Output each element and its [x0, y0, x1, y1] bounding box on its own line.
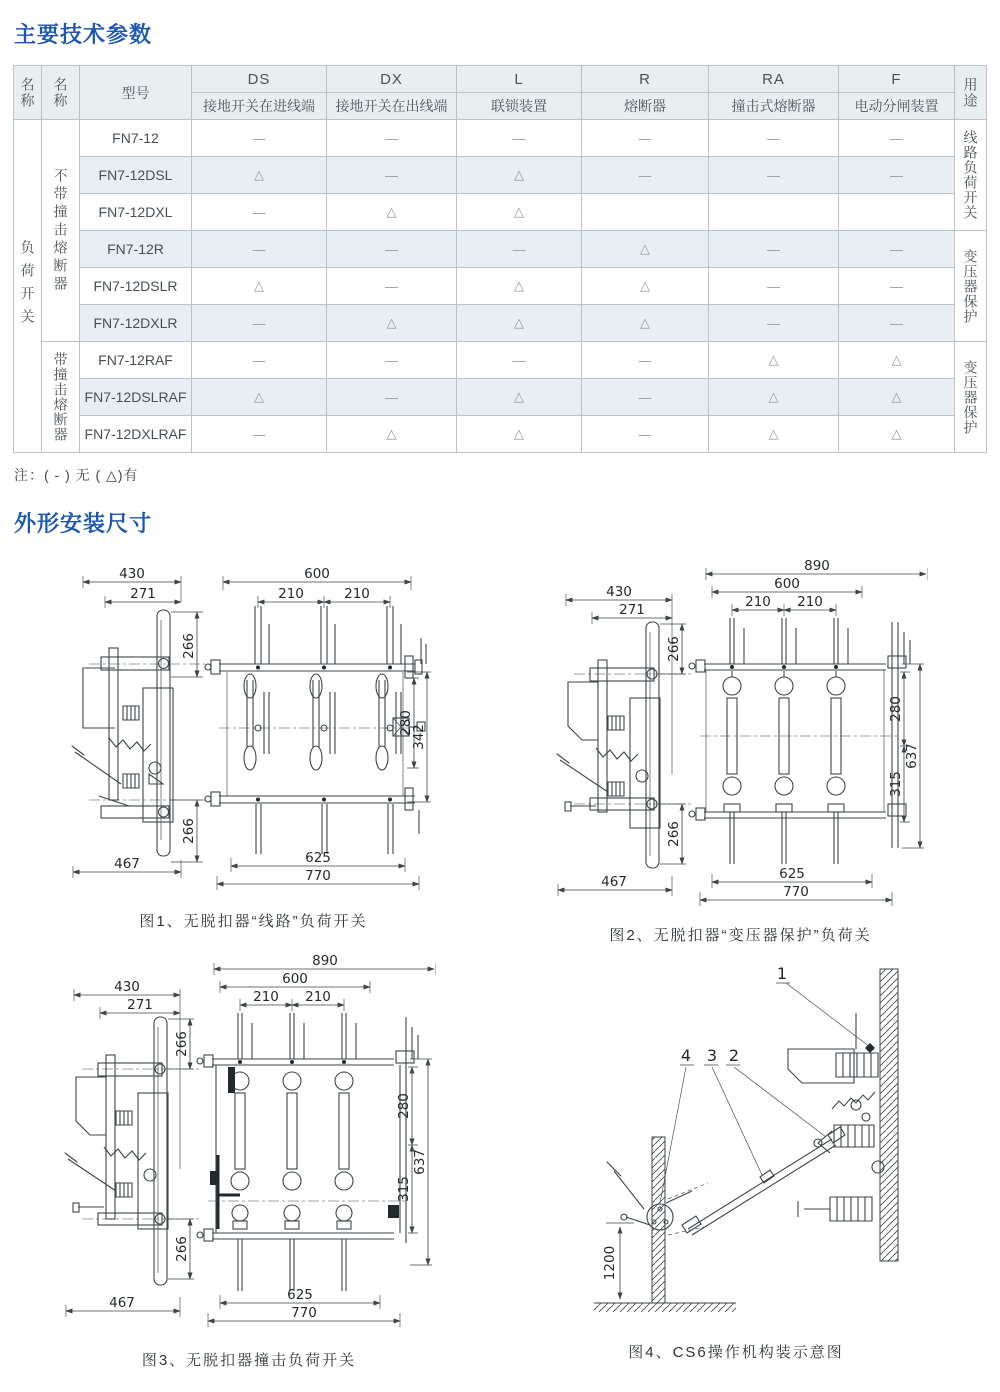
option-cell-f: △ [839, 416, 955, 453]
option-cell-dx: — [327, 268, 457, 305]
fig1-dim-770: 770 [304, 868, 331, 884]
option-cell-f: △ [839, 342, 955, 379]
option-cell-f: — [839, 231, 955, 268]
option-cell-dx: — [327, 342, 457, 379]
fig2-dim-600: 600 [773, 576, 800, 592]
group-cell-load-switch: 负荷开关 [14, 120, 42, 453]
col-header-name2: 名称 [42, 66, 80, 120]
usage-cell-line: 线路负荷开关 [955, 120, 987, 231]
fig3-dim-271: 271 [127, 997, 153, 1013]
option-cell-l: △ [457, 305, 582, 342]
option-cell-dx: — [327, 231, 457, 268]
option-cell-l: △ [457, 268, 582, 305]
fig4-wall [880, 969, 898, 1261]
section-title-tech-params: 主要技术参数 [14, 22, 153, 47]
option-cell-ds: △ [192, 379, 327, 416]
option-cell-ra: — [709, 268, 839, 305]
table-row [14, 342, 987, 379]
option-cell-l: — [457, 231, 582, 268]
option-cell-r: — [582, 157, 709, 194]
fig4-callout-1: 1 [776, 964, 788, 983]
option-cell-ra: — [709, 157, 839, 194]
fig2-dim-210a: 210 [744, 594, 771, 610]
figure-3 [62, 955, 436, 1370]
table-body [14, 120, 987, 453]
option-cell-ra [709, 194, 839, 231]
option-cell-r: △ [582, 305, 709, 342]
option-cell-ds: — [192, 231, 327, 268]
fig1-dim-467: 467 [113, 856, 140, 872]
fig2-dim-210b: 210 [796, 594, 823, 610]
fig1-dim-266-upper: 266 [180, 633, 197, 659]
option-cell-f: △ [839, 379, 955, 416]
option-cell-l: △ [457, 416, 582, 453]
fig3-dim-467: 467 [109, 1295, 135, 1311]
option-cell-ds: — [192, 305, 327, 342]
fig2-dim-467: 467 [600, 874, 627, 890]
fig3-dim-637: 637 [412, 1149, 428, 1175]
model-cell: FN7-12DXL [80, 194, 192, 231]
option-cell-r [582, 194, 709, 231]
fig4-callout-2: 2 [728, 1046, 740, 1065]
figure2-caption: 图2、无脱扣器“变压器保护”负荷关 [609, 927, 872, 944]
option-cell-dx: — [327, 120, 457, 157]
fig1-dim-625: 625 [304, 850, 331, 866]
option-cell-f: — [839, 157, 955, 194]
col-subheader-ds: 接地开关在进线端 [192, 93, 327, 120]
option-cell-f: — [839, 268, 955, 305]
fig4-dim-1200: 1200 [602, 1245, 618, 1281]
option-cell-l: — [457, 342, 582, 379]
option-cell-dx: — [327, 157, 457, 194]
model-cell: FN7-12DSLR [80, 268, 192, 305]
option-cell-ra: — [709, 305, 839, 342]
option-cell-r: △ [582, 231, 709, 268]
model-cell: FN7-12DXLR [80, 305, 192, 342]
fig3-dimensions [66, 955, 436, 1327]
table-row [14, 268, 987, 305]
option-cell-ra: △ [709, 379, 839, 416]
col-subheader-dx: 接地开关在出线端 [327, 93, 457, 120]
fig3-dim-266-upper: 266 [174, 1031, 190, 1057]
option-cell-r: — [582, 120, 709, 157]
fig2-dim-266-upper: 266 [665, 636, 682, 662]
option-cell-r: △ [582, 268, 709, 305]
fig4-drive-rod [682, 1127, 845, 1235]
fig3-front-view [197, 1013, 418, 1291]
col-subheader-f: 电动分闸装置 [839, 93, 955, 120]
table-row [14, 305, 987, 342]
fig1-dim-210a: 210 [277, 586, 304, 602]
col-header-dx: DX [327, 66, 457, 93]
fig4-callout-4: 4 [680, 1046, 692, 1065]
fig2-dim-271: 271 [618, 602, 645, 618]
fig3-dim-890: 890 [312, 955, 338, 969]
figure2-drawing [554, 560, 928, 914]
figure-2 [554, 560, 928, 945]
fig3-dim-625: 625 [287, 1287, 313, 1303]
usage-cell-transformer-2: 变压器保护 [955, 342, 987, 453]
figure1-caption: 图1、无脱扣器“线路”负荷开关 [139, 913, 368, 930]
figure-1 [71, 560, 437, 945]
option-cell-f [839, 194, 955, 231]
fig2-dim-266-lower: 266 [665, 821, 682, 847]
fig3-dim-315: 315 [396, 1176, 412, 1202]
fig2-dimensions [558, 560, 928, 906]
fig3-dim-430: 430 [114, 979, 140, 995]
fig1-dim-600: 600 [303, 566, 330, 582]
col-header-ds: DS [192, 66, 327, 93]
figure4-caption: 图4、CS6操作机构装示意图 [628, 1344, 844, 1361]
fig4-callout-3: 3 [706, 1046, 718, 1065]
col-subheader-ra: 撞击式熔断器 [709, 93, 839, 120]
option-cell-l: △ [457, 157, 582, 194]
fig2-dim-430: 430 [605, 584, 632, 600]
fig1-dim-342: 342 [410, 724, 427, 750]
model-cell: FN7-12DSL [80, 157, 192, 194]
fig2-dim-770: 770 [782, 884, 809, 900]
table-row [14, 379, 987, 416]
fig3-dim-600: 600 [282, 971, 308, 987]
col-header-r: R [582, 66, 709, 93]
fig2-dim-315: 315 [887, 771, 904, 797]
option-cell-l: — [457, 120, 582, 157]
option-cell-dx: — [327, 379, 457, 416]
option-cell-dx: △ [327, 305, 457, 342]
option-cell-ds: △ [192, 157, 327, 194]
table-row [14, 157, 987, 194]
fig2-dim-890: 890 [803, 560, 830, 574]
option-cell-ds: — [192, 416, 327, 453]
option-cell-ds: — [192, 120, 327, 157]
fig1-front-view [205, 606, 426, 854]
option-cell-ra: — [709, 231, 839, 268]
table-row [14, 120, 987, 157]
option-cell-dx: △ [327, 416, 457, 453]
model-cell: FN7-12 [80, 120, 192, 157]
figure-4 [536, 955, 936, 1370]
table-note: 注：( - ) 无 ( △)有 [14, 467, 139, 483]
fig3-dim-770: 770 [291, 1305, 317, 1321]
fig3-dim-266-lower: 266 [174, 1236, 190, 1262]
section-title-dimensions: 外形安装尺寸 [14, 511, 153, 536]
table-row [14, 231, 987, 268]
figure3-drawing [62, 955, 436, 1339]
option-cell-f: — [839, 305, 955, 342]
model-cell: FN7-12RAF [80, 342, 192, 379]
option-cell-r: — [582, 342, 709, 379]
option-cell-dx: △ [327, 194, 457, 231]
option-cell-f: — [839, 120, 955, 157]
model-cell: FN7-12DSLRAF [80, 379, 192, 416]
option-cell-ra: — [709, 120, 839, 157]
fig1-dim-430: 430 [118, 566, 145, 582]
col-header-usage: 用途 [955, 66, 987, 120]
option-cell-ra: △ [709, 416, 839, 453]
col-subheader-r: 熔断器 [582, 93, 709, 120]
table-row [14, 194, 987, 231]
figure4-drawing [536, 955, 936, 1331]
col-header-model: 型号 [80, 66, 192, 120]
model-cell: FN7-12DXLRAF [80, 416, 192, 453]
col-subheader-l: 联锁装置 [457, 93, 582, 120]
fig2-dim-280: 280 [887, 696, 904, 722]
col-header-ra: RA [709, 66, 839, 93]
col-header-l: L [457, 66, 582, 93]
figure3-caption: 图3、无脱扣器撞击负荷开关 [141, 1352, 357, 1369]
fig1-dim-271: 271 [129, 586, 156, 602]
option-cell-r: — [582, 416, 709, 453]
option-cell-ds: △ [192, 268, 327, 305]
fig4-pole-and-handle [594, 1137, 736, 1312]
fig1-dimensions [73, 566, 431, 890]
fig3-dim-280: 280 [396, 1093, 412, 1119]
option-cell-r: — [582, 379, 709, 416]
fig1-dim-280: 280 [397, 710, 414, 736]
option-cell-ds: — [192, 194, 327, 231]
figures-grid [12, 554, 986, 1374]
model-cell: FN7-12R [80, 231, 192, 268]
fig2-dim-637: 637 [903, 743, 920, 769]
col-header-f: F [839, 66, 955, 93]
option-cell-ra: △ [709, 342, 839, 379]
table-header [14, 66, 987, 120]
subgroup-cell-without-striker: 不带撞击熔断器 [42, 120, 80, 342]
option-cell-l: △ [457, 379, 582, 416]
fig2-dim-625: 625 [778, 866, 805, 882]
option-cell-ds: — [192, 342, 327, 379]
fig3-dim-210b: 210 [305, 989, 331, 1005]
usage-cell-transformer-1: 变压器保护 [955, 231, 987, 342]
fig1-dim-266-lower: 266 [180, 818, 197, 844]
col-header-name1: 名称 [14, 66, 42, 120]
table-row [14, 416, 987, 453]
option-cell-l: △ [457, 194, 582, 231]
tech-params-table [13, 65, 987, 453]
table-header-row-1 [14, 66, 987, 93]
fig1-dim-210b: 210 [343, 586, 370, 602]
figure1-drawing [71, 560, 437, 900]
fig2-front-view [689, 618, 910, 864]
fig3-dim-210a: 210 [253, 989, 279, 1005]
subgroup-cell-with-striker: 带撞击熔断器 [42, 342, 80, 453]
